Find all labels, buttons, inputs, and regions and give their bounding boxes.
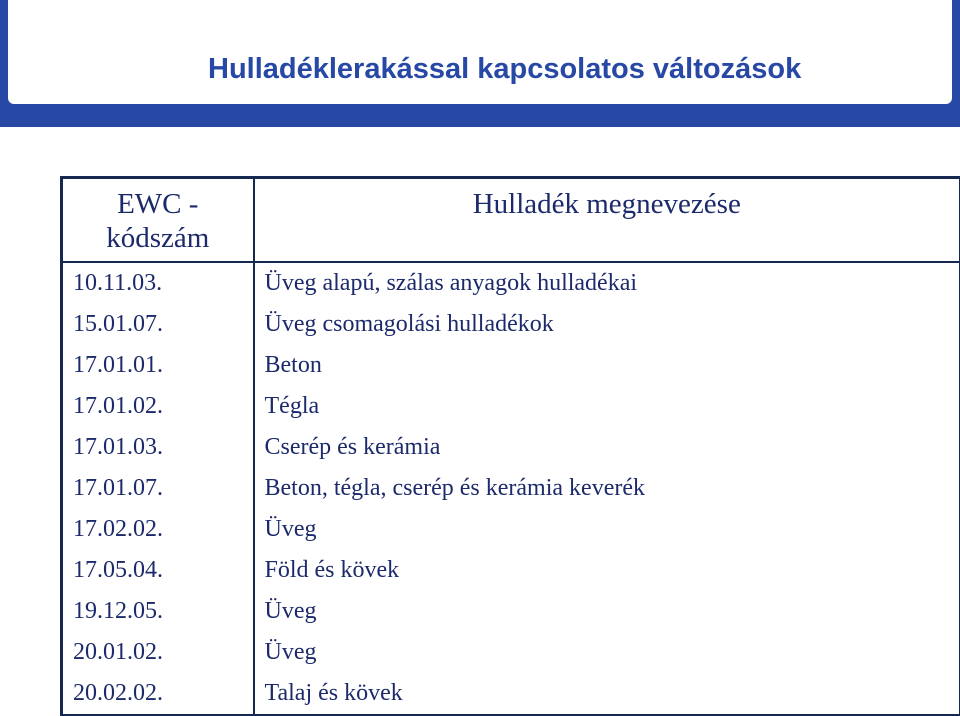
table-row [62, 427, 960, 468]
ewc-code-header: EWC - kódszám [62, 178, 254, 262]
table-row [62, 345, 960, 386]
ewc-code-cell: 17.01.03. [62, 427, 254, 468]
waste-name-cell: Üveg alapú, szálas anyagok hulladékai [264, 269, 638, 296]
slide-title: Hulladéklerakással kapcsolatos változások [208, 53, 802, 85]
ewc-code-cell: 17.02.02. [62, 509, 254, 550]
waste-code-table [60, 176, 960, 716]
waste-name-cell: Cserép és kerámia [264, 433, 441, 460]
table-row [62, 304, 960, 345]
ewc-code-cell: 10.11.03. [62, 262, 254, 304]
waste-name-cell: Üveg [264, 515, 317, 542]
table-header-row [62, 178, 960, 262]
ewc-code-cell: 20.02.02. [62, 673, 254, 716]
table-row [62, 673, 960, 716]
waste-name-cell: Üveg csomagolási hulladékok [264, 310, 554, 337]
waste-name-header: Hulladék megnevezése [254, 178, 960, 262]
ewc-code-cell: 15.01.07. [62, 304, 254, 345]
ewc-code-cell: 17.01.01. [62, 345, 254, 386]
waste-name-cell: Üveg [264, 638, 317, 665]
waste-name-cell: Tégla [264, 392, 320, 419]
table-row [62, 262, 960, 304]
table-row [62, 632, 960, 673]
waste-name-cell: Üveg [264, 597, 317, 624]
waste-name-cell: Föld és kövek [264, 556, 400, 583]
waste-name-cell: Beton, tégla, cserép és kerámia keverék [264, 474, 645, 501]
table-row [62, 550, 960, 591]
ewc-code-cell: 17.05.04. [62, 550, 254, 591]
table-row [62, 468, 960, 509]
waste-name-cell: Beton [264, 351, 322, 378]
table-row [62, 509, 960, 550]
waste-name-cell: Talaj és kövek [264, 679, 403, 706]
ewc-code-cell: 20.01.02. [62, 632, 254, 673]
ewc-code-cell: 17.01.07. [62, 468, 254, 509]
table-body [62, 262, 960, 716]
table-row [62, 591, 960, 632]
table-row [62, 386, 960, 427]
ewc-code-cell: 17.01.02. [62, 386, 254, 427]
ewc-code-cell: 19.12.05. [62, 591, 254, 632]
